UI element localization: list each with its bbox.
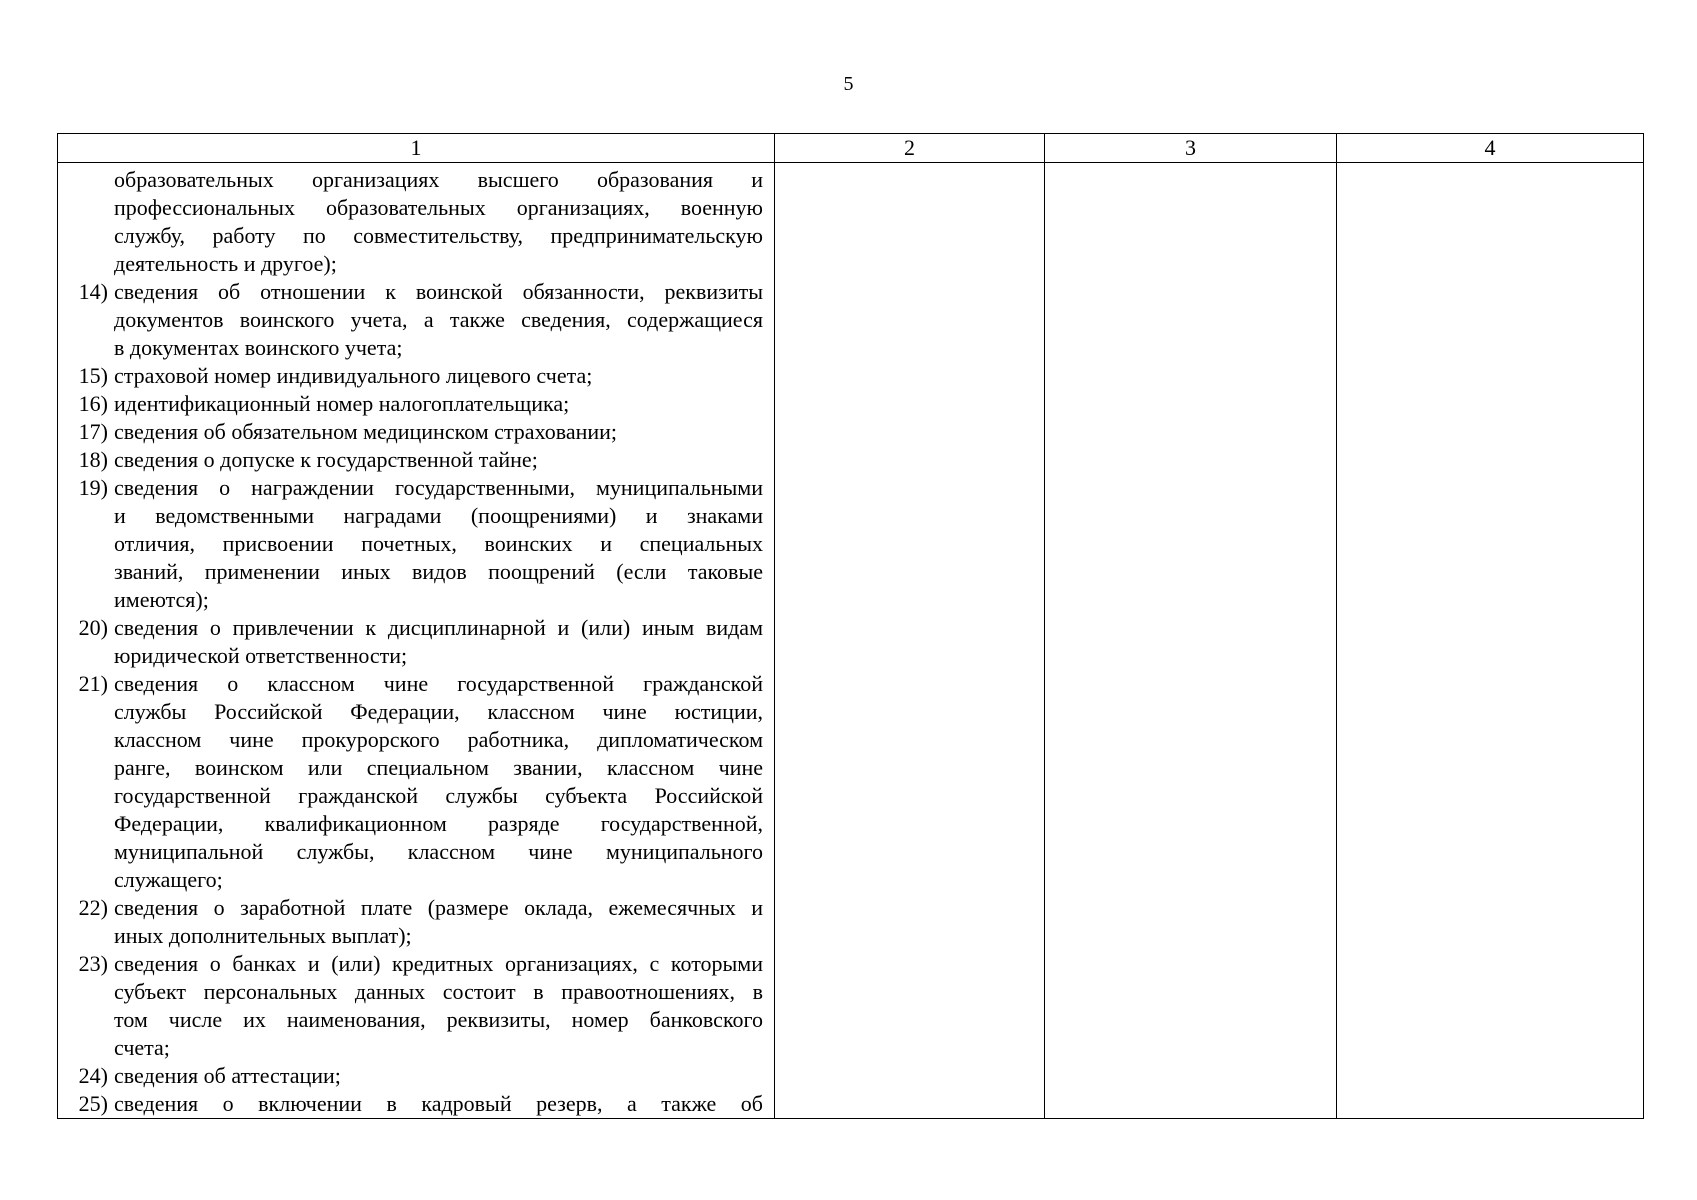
list-item-line [64,278,763,306]
list-item-line [64,530,763,558]
list-item-line [64,726,763,754]
item-number: 18) [78,447,108,472]
item-number: 15) [78,363,108,388]
item-text: сведения о привлечении к дисциплинарной и (или) иным видам [114,615,763,640]
item-text: имеются); [114,587,209,612]
list-item-line [64,166,763,194]
item-text: том числе их наименования, реквизиты, номер банковского [114,1007,763,1032]
item-text: иных дополнительных выплат); [114,923,412,948]
item-text: службы Российской Федерации, классном чине юстиции, [114,699,763,724]
item-text: сведения об аттестации; [114,1063,341,1088]
document-table [57,133,1644,1119]
item-text: званий, применении иных видов поощрений (если таковые [114,559,763,584]
item-text: классном чине прокурорского работника, дипломатическом [114,727,763,752]
list-item-line [64,670,763,698]
item-text: юридической ответственности; [114,643,408,668]
item-number: 22) [78,895,108,920]
list-item-line [64,194,763,222]
item-text: сведения о включении в кадровый резерв, а также об [114,1091,763,1116]
list-item-line [64,782,763,810]
list-item-line [64,866,763,894]
column-header-1: 1 [58,134,775,163]
item-text: страховой номер индивидуального лицевого счета; [114,363,593,388]
list-item-line [64,698,763,726]
item-number: 25) [78,1091,108,1116]
item-text: документов воинского учета, а также сведения, содержащиеся [114,307,763,332]
list-item-line [64,754,763,782]
column-1-cell [58,163,775,1119]
list-item-line [64,334,763,362]
list-item-line [64,250,763,278]
item-text: профессиональных образовательных организациях, военную [114,195,763,220]
item-text: ранге, воинском или специальном звании, классном чине [114,755,763,780]
list-item-line [64,446,763,474]
list-item-line [64,1062,763,1090]
list-item-line [64,306,763,334]
item-text: сведения о классном чине государственной гражданской [114,671,763,696]
item-number: 24) [78,1063,108,1088]
list-item-line [64,894,763,922]
list-item-line [64,586,763,614]
item-text: в документах воинского учета; [114,335,403,360]
item-text: субъект персональных данных состоит в правоотношениях, в [114,979,763,1004]
item-number: 17) [78,419,108,444]
item-text: сведения о заработной плате (размере оклада, ежемесячных и [114,895,763,920]
list-item-line [64,1090,763,1118]
item-text: сведения об отношении к воинской обязанности, реквизиты [114,279,763,304]
item-text: государственной гражданской службы субъекта Российской [114,783,763,808]
item-text: сведения о награждении государственными, муниципальными [114,475,763,500]
list-item-line [64,950,763,978]
item-number: 21) [78,671,108,696]
list-item-line [64,362,763,390]
item-text: образовательных организациях высшего образования и [114,167,763,192]
list-item-line [64,978,763,1006]
item-number: 16) [78,391,108,416]
list-item-line [64,642,763,670]
column-header-3: 3 [1045,134,1337,163]
list-item-line [64,614,763,642]
page-number: 5 [843,73,854,95]
item-text: сведения об обязательном медицинском страховании; [114,419,618,444]
list-item-line [64,558,763,586]
item-text: Федерации, квалификационном разряде государственной, [114,811,763,836]
column-2-cell [775,163,1045,1119]
list-item-line [64,1034,763,1062]
table-row [58,163,1644,1119]
list-item-line [64,474,763,502]
item-text: отличия, присвоении почетных, воинских и специальных [114,531,763,556]
item-number: 23) [78,951,108,976]
item-text: деятельность и другое); [114,251,337,276]
item-text: служащего; [114,867,223,892]
item-text: счета; [114,1035,170,1060]
list-item-line [64,810,763,838]
item-text: службу, работу по совместительству, предпринимательскую [114,223,763,248]
table-header-row [58,134,1644,163]
item-text: и ведомственными наградами (поощрениями) и знаками [114,503,763,528]
list-item-line [64,838,763,866]
list-item-line [64,390,763,418]
list-item-line [64,1006,763,1034]
item-number: 14) [78,279,108,304]
item-text: сведения о банках и (или) кредитных организациях, с которыми [114,951,763,976]
item-text: сведения о допуске к государственной тайне; [114,447,538,472]
list-item-line [64,222,763,250]
column-4-cell [1337,163,1644,1119]
list-item-line [64,418,763,446]
item-text: муниципальной службы, классном чине муниципального [114,839,763,864]
item-text: идентификационный номер налогоплательщика; [114,391,570,416]
column-header-4: 4 [1337,134,1644,163]
list-item-line [64,502,763,530]
data-list [58,163,774,1118]
item-number: 20) [78,615,108,640]
list-item-line [64,922,763,950]
item-number: 19) [78,475,108,500]
column-header-2: 2 [775,134,1045,163]
column-3-cell [1045,163,1337,1119]
